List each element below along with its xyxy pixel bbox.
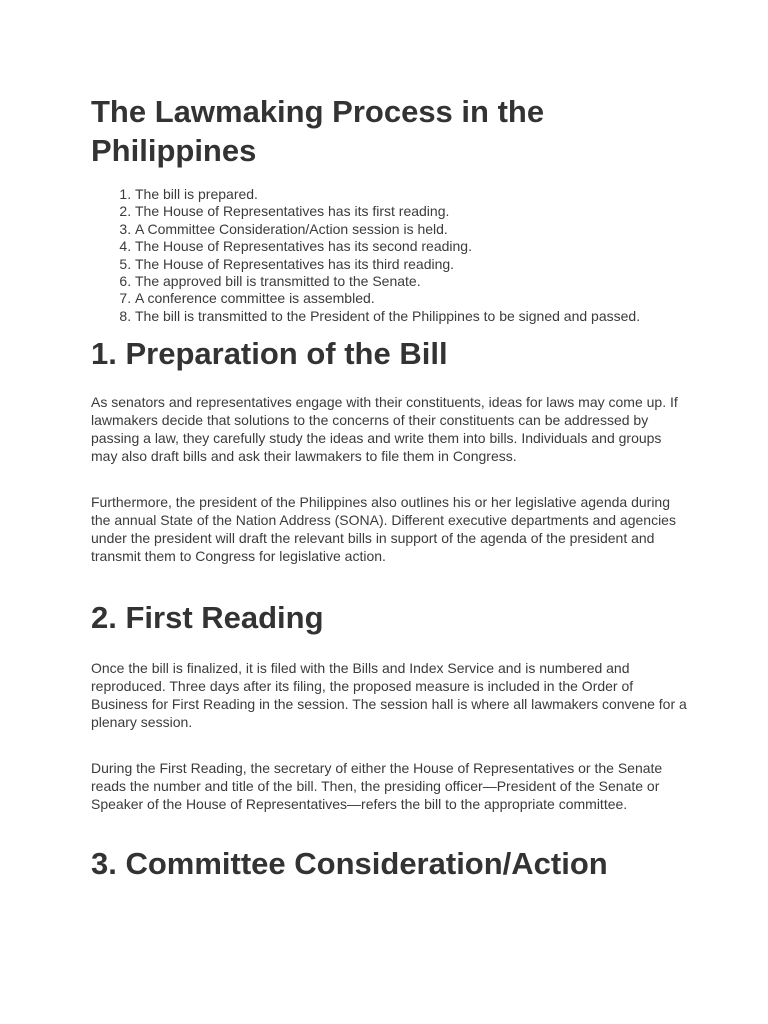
steps-list [91, 186, 691, 325]
paragraph: Once the bill is finalized, it is filed with the Bills and Index Service and is numbered and reproduced. Three days after its filing, the proposed measure is included in the Order of Business for First Reading in the session. The session hall is where all lawmakers convene for a plenary session. [91, 660, 687, 731]
paragraph: Furthermore, the president of the Philippines also outlines his or her legislative agenda during the annual State of the Nation Address (SONA). Different executive departments and agencies under the president will draft the relevant bills in support of the agenda of the president and transmit them to Congress for legislative action. [91, 494, 676, 565]
list-item: 8. The bill is transmitted to the President of the Philippines to be signed and passed. [135, 308, 691, 325]
section-heading-first-reading: 2. First Reading [91, 600, 324, 636]
list-item: 4. The House of Representatives has its second reading. [135, 238, 691, 255]
list-item: 7. A conference committee is assembled. [135, 290, 691, 307]
page-title: The Lawmaking Process in the Philippines [91, 94, 545, 168]
list-item: 3. A Committee Consideration/Action session is held. [135, 221, 691, 238]
list-item: 2. The House of Representatives has its first reading. [135, 203, 691, 220]
paragraph: During the First Reading, the secretary of either the House of Representatives or the Senate reads the number and title of the bill. Then, the presiding officer—President of the Senate or Speaker of the House of Representatives—refers the bill to the appropriate committee. [91, 760, 663, 813]
document-page [91, 92, 691, 883]
list-item: 1. The bill is prepared. [135, 186, 691, 203]
section-heading-committee: 3. Committee Consideration/Action [91, 846, 608, 882]
section-heading-preparation: 1. Preparation of the Bill [91, 336, 448, 372]
list-item: 5. The House of Representatives has its third reading. [135, 256, 691, 273]
paragraph: As senators and representatives engage with their constituents, ideas for laws may come up. If lawmakers decide that solutions to the concerns of their constituents can be addressed by passing a law, they carefully study the ideas and write them into bills. Individuals and groups may also draft bills and ask their lawmakers to file them in Congress. [91, 394, 678, 465]
list-item: 6. The approved bill is transmitted to the Senate. [135, 273, 691, 290]
